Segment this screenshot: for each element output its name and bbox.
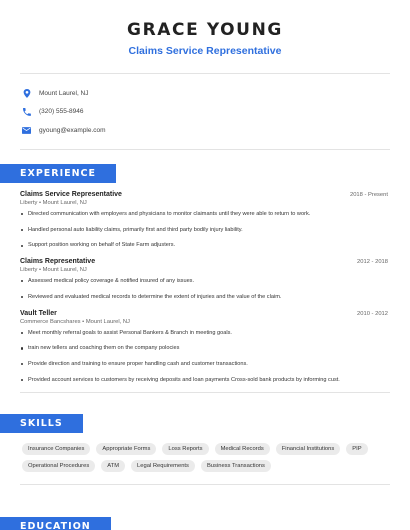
contact-phone-text: (320) 555-8946 bbox=[39, 108, 84, 115]
education-heading: EDUCATION bbox=[0, 517, 111, 530]
job-bullet: Provide direction and training to ensure proper handling cash and customer transactions. bbox=[20, 361, 388, 368]
contact-email bbox=[22, 121, 410, 139]
job-bullets bbox=[20, 211, 388, 249]
job-date: 2010 - 2012 bbox=[357, 310, 388, 317]
job-bullet: Meet monthly referral goals to assist Personal Bankers & Branch in meeting goals. bbox=[20, 330, 388, 337]
job-company: Commerce Bancshares • Mount Laurel, NJ bbox=[20, 318, 130, 325]
skills-divider bbox=[20, 484, 390, 485]
skill-chip: ATM bbox=[101, 460, 125, 472]
skill-chip: Operational Procedures bbox=[22, 460, 95, 472]
phone-icon bbox=[22, 107, 31, 116]
job-date: 2018 - Present bbox=[349, 192, 388, 198]
job-entry bbox=[20, 258, 388, 300]
job-bullet: Assessed medical policy coverage & notified insured of any issues. bbox=[20, 278, 388, 285]
skill-chip: Legal Requirements bbox=[131, 460, 195, 472]
job-bullet: Provided account services to customers by receiving deposits and loan payments Cross-sold bank products by informing cust. bbox=[20, 377, 388, 384]
job-company: Liberty • Mount Laurel, NJ bbox=[20, 200, 87, 206]
skill-chip: Financial Institutions bbox=[276, 443, 341, 455]
job-entry bbox=[20, 310, 388, 384]
contact-list bbox=[0, 74, 410, 139]
job-bullet: Reviewed and evaluated medical records to determine the extent of injuries and the value of the claim. bbox=[20, 294, 388, 301]
job-title: Vault Teller bbox=[20, 309, 57, 317]
skills-heading: SKILLS bbox=[0, 414, 83, 433]
experience-divider bbox=[20, 392, 390, 393]
skill-chip: Insurance Companies bbox=[22, 443, 90, 455]
job-bullet: Support position working on behalf of State Farm adjusters. bbox=[20, 242, 388, 249]
skill-chip: Loss Reports bbox=[162, 443, 208, 455]
contact-location-text: Mount Laurel, NJ bbox=[39, 89, 89, 97]
skills-list bbox=[0, 433, 410, 472]
skill-chip: Appropriate Forms bbox=[96, 443, 156, 455]
job-company: Liberty • Mount Laurel, NJ bbox=[20, 267, 87, 274]
contact-divider bbox=[20, 149, 390, 150]
job-bullets bbox=[20, 330, 388, 384]
contact-phone bbox=[22, 103, 410, 121]
experience-heading: EXPERIENCE bbox=[0, 164, 116, 183]
job-bullet: Directed communication with employers and physicians to monitor claimants until they were able to return to work. bbox=[20, 211, 388, 218]
candidate-title: Claims Service Representative bbox=[128, 45, 282, 57]
job-bullets bbox=[20, 278, 388, 300]
skill-chip: Business Transactions bbox=[201, 460, 271, 472]
job-title: Claims Service Representative bbox=[20, 191, 122, 198]
skill-chip: Medical Records bbox=[215, 443, 270, 455]
skills-section bbox=[0, 413, 410, 472]
job-bullet: Handled personal auto liability claims, primarily first and third party bodily injury liability. bbox=[20, 227, 388, 234]
mail-icon bbox=[22, 126, 31, 135]
education-section bbox=[0, 516, 111, 530]
job-title: Claims Representative bbox=[20, 258, 96, 266]
experience-section bbox=[0, 163, 410, 383]
job-date: 2012 - 2018 bbox=[357, 259, 388, 266]
resume-header bbox=[0, 0, 410, 57]
experience-list bbox=[0, 191, 410, 383]
contact-location bbox=[22, 84, 410, 102]
contact-email-text: gyoung@example.com bbox=[39, 126, 106, 134]
candidate-name: GRACE YOUNG bbox=[127, 20, 283, 40]
skill-chip: PIP bbox=[346, 443, 367, 455]
location-pin-icon bbox=[22, 89, 31, 98]
job-bullet: train new tellers and coaching them on the company polocies bbox=[20, 345, 388, 352]
job-entry bbox=[20, 191, 388, 249]
